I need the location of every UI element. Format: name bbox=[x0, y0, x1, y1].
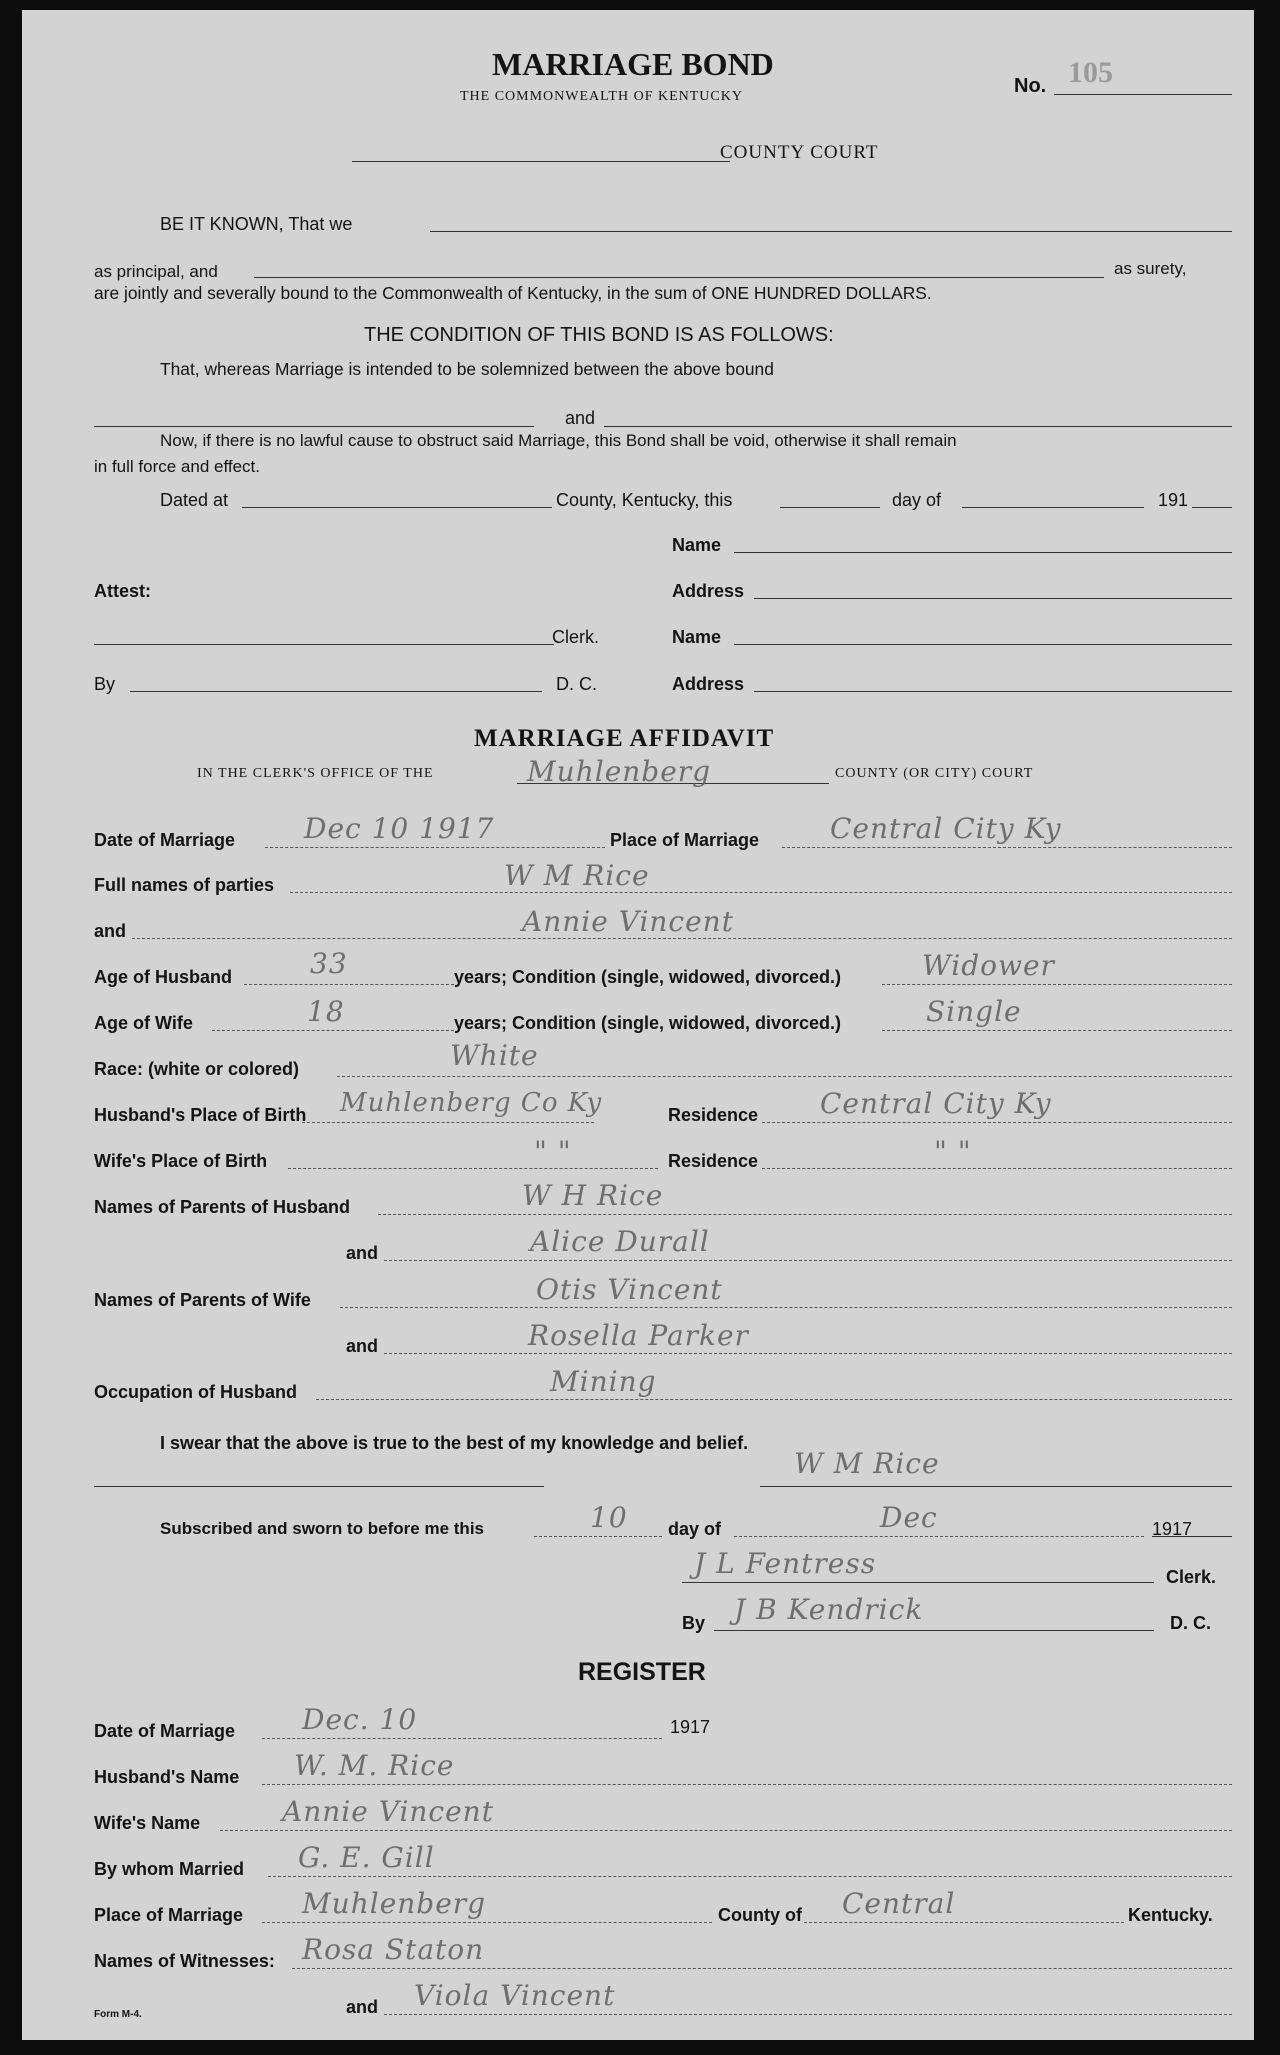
by-line bbox=[130, 691, 542, 692]
cond-husband-value: Widower bbox=[922, 949, 1055, 982]
address-line-1 bbox=[754, 598, 1232, 599]
bond-number-line bbox=[1054, 94, 1232, 95]
reg-place-label: Place of Marriage bbox=[94, 1905, 244, 1925]
month-line bbox=[962, 507, 1144, 508]
swear-text: I swear that the above is true to the best of my knowledge and belief. bbox=[160, 1433, 749, 1453]
affidavit-year-line bbox=[1152, 1536, 1232, 1537]
husband-signature: W M Rice bbox=[794, 1447, 940, 1480]
husband-birth-label: Husband's Place of Birth bbox=[94, 1105, 307, 1125]
now-if-text-2: in full force and effect. bbox=[94, 457, 261, 476]
reg-date-value: Dec. 10 bbox=[302, 1703, 418, 1736]
date-of-marriage-value: Dec 10 1917 bbox=[304, 812, 495, 845]
place-of-marriage-label: Place of Marriage bbox=[610, 830, 760, 850]
bond-dc-label: D. C. bbox=[556, 674, 598, 694]
day-line bbox=[780, 507, 880, 508]
bond-subtitle: THE COMMONWEALTH OF KENTUCKY bbox=[460, 89, 743, 104]
reg-year: 1917 bbox=[670, 1717, 711, 1737]
party2-line bbox=[132, 938, 1232, 939]
county-ky-this-text: County, Kentucky, this bbox=[556, 490, 733, 510]
parent-w2-line bbox=[384, 1353, 1232, 1354]
place-of-marriage-line bbox=[782, 847, 1232, 848]
county-court-line bbox=[352, 161, 730, 162]
reg-county-line bbox=[804, 1922, 1124, 1923]
reg-wife-value: Annie Vincent bbox=[282, 1795, 494, 1828]
occupation-line bbox=[316, 1399, 1232, 1400]
clerk-signature: J L Fentress bbox=[694, 1547, 877, 1580]
and-label-parties: and bbox=[94, 921, 127, 941]
parent-h1-line bbox=[378, 1214, 1232, 1215]
parent-h1-value: W H Rice bbox=[522, 1179, 664, 1212]
county-or-city-court: COUNTY (OR CITY) COURT bbox=[835, 766, 1034, 781]
and-label-husband-parents: and bbox=[346, 1243, 379, 1263]
reg-wife-label: Wife's Name bbox=[94, 1813, 201, 1833]
name-line-2 bbox=[734, 644, 1232, 645]
bond-and-text: and bbox=[565, 408, 596, 428]
affidavit-title: MARRIAGE AFFIDAVIT bbox=[474, 725, 775, 752]
name-label-2: Name bbox=[672, 627, 722, 647]
race-label: Race: (white or colored) bbox=[94, 1059, 300, 1079]
affidavit-by-label: By bbox=[682, 1613, 706, 1633]
wife-birth-value: " " bbox=[534, 1135, 572, 1168]
subscribed-text: Subscribed and sworn to before me this bbox=[160, 1519, 484, 1538]
parents-wife-label: Names of Parents of Wife bbox=[94, 1290, 311, 1310]
age-husband-line bbox=[244, 984, 454, 985]
bond-year-line bbox=[1192, 507, 1232, 508]
husband-birth-value: Muhlenberg Co Ky bbox=[340, 1088, 603, 1118]
clerks-office-text: IN THE CLERK'S OFFICE OF THE bbox=[197, 766, 434, 781]
affidavit-dc-label: D. C. bbox=[1170, 1613, 1212, 1633]
reg-witnesses-label: Names of Witnesses: bbox=[94, 1951, 275, 1971]
whereas-text: That, whereas Marriage is intended to be solemnized between the above bound bbox=[160, 359, 774, 379]
wife-birth-label: Wife's Place of Birth bbox=[94, 1151, 268, 1171]
affidavit-year: 1917 bbox=[1152, 1519, 1193, 1539]
reg-county-of-label: County of bbox=[718, 1905, 802, 1925]
dc-signature-line bbox=[714, 1630, 1154, 1631]
occupation-label: Occupation of Husband bbox=[94, 1382, 298, 1402]
bond-title: MARRIAGE BOND bbox=[492, 46, 774, 82]
bond-county-court: COUNTY COURT bbox=[720, 142, 879, 163]
affidavit-clerk-label: Clerk. bbox=[1166, 1567, 1217, 1587]
principal-line bbox=[430, 231, 1232, 232]
date-of-marriage-line bbox=[265, 847, 605, 848]
address-line-2 bbox=[754, 691, 1232, 692]
day-of-text: day of bbox=[892, 490, 942, 510]
parents-husband-label: Names of Parents of Husband bbox=[94, 1197, 351, 1217]
and-label-wife-parents: and bbox=[346, 1336, 379, 1356]
reg-witness2-line bbox=[384, 2014, 1232, 2015]
reg-place-line bbox=[262, 1922, 712, 1923]
reg-date-line bbox=[262, 1738, 662, 1739]
now-if-text: Now, if there is no lawful cause to obstruct said Marriage, this Bond shall be void, otherwise it shall remain bbox=[160, 431, 957, 450]
cond-husband-line bbox=[882, 984, 1232, 985]
full-names-line bbox=[290, 892, 1232, 893]
sub-day-value: 10 bbox=[590, 1501, 628, 1534]
reg-county-value: Central bbox=[842, 1887, 956, 1920]
condition-heading: THE CONDITION OF THIS BOND IS AS FOLLOWS: bbox=[364, 324, 834, 346]
bound-party2-line bbox=[604, 426, 1232, 427]
reg-place-value: Muhlenberg bbox=[302, 1887, 487, 1920]
sub-day-line bbox=[534, 1536, 662, 1537]
years-condition-label-1: years; Condition (single, widowed, divorced.) bbox=[454, 967, 842, 987]
residence-label-2: Residence bbox=[668, 1151, 759, 1171]
cond-wife-line bbox=[882, 1030, 1232, 1031]
party2-value: Annie Vincent bbox=[522, 905, 734, 938]
wife-birth-line bbox=[288, 1168, 658, 1169]
as-principal-text: as principal, and bbox=[94, 262, 218, 281]
dated-at-line bbox=[242, 507, 552, 508]
by-label: By bbox=[94, 674, 116, 694]
age-wife-line bbox=[212, 1030, 454, 1031]
race-line bbox=[337, 1076, 1232, 1077]
race-value: White bbox=[450, 1039, 539, 1072]
sub-month-value: Dec bbox=[880, 1501, 938, 1534]
years-condition-label-2: years; Condition (single, widowed, divorced.) bbox=[454, 1013, 842, 1033]
name-line-1 bbox=[734, 552, 1232, 553]
wife-residence-value: " " bbox=[934, 1135, 972, 1168]
parent-w2-value: Rosella Parker bbox=[528, 1319, 749, 1352]
address-label-1: Address bbox=[672, 581, 745, 601]
age-wife-label: Age of Wife bbox=[94, 1013, 193, 1033]
reg-married-by-line bbox=[268, 1876, 1232, 1877]
parent-h2-value: Alice Durall bbox=[530, 1225, 710, 1258]
husband-residence-value: Central City Ky bbox=[820, 1087, 1052, 1120]
dated-at-text: Dated at bbox=[160, 490, 229, 510]
witness-signature-line bbox=[94, 1486, 544, 1487]
bond-number: 105 bbox=[1068, 56, 1113, 89]
form-number: Form M-4. bbox=[94, 2009, 142, 2020]
register-title: REGISTER bbox=[578, 1658, 706, 1686]
name-label-1: Name bbox=[672, 535, 722, 555]
bond-clerk-label: Clerk. bbox=[552, 627, 600, 647]
reg-witness2-value: Viola Vincent bbox=[414, 1979, 616, 2012]
bond-year-prefix: 191 bbox=[1158, 490, 1189, 510]
bond-no-label: No. bbox=[1014, 75, 1047, 97]
husband-residence-line bbox=[762, 1122, 1232, 1123]
be-it-known-text: BE IT KNOWN, That we bbox=[160, 214, 353, 234]
reg-witness1-line bbox=[292, 1968, 1232, 1969]
reg-husband-value: W. M. Rice bbox=[294, 1749, 455, 1782]
clerk-signature-line bbox=[682, 1582, 1154, 1583]
surety-line bbox=[254, 277, 1104, 278]
husband-birth-line bbox=[302, 1122, 594, 1123]
occupation-value: Mining bbox=[550, 1365, 657, 1398]
husband-signature-line bbox=[760, 1486, 1232, 1487]
residence-label-1: Residence bbox=[668, 1105, 759, 1125]
reg-date-label: Date of Marriage bbox=[94, 1721, 236, 1741]
sub-day-of-label: day of bbox=[668, 1519, 722, 1539]
bound-party1-line bbox=[94, 426, 534, 427]
as-surety-text: as surety, bbox=[1114, 259, 1187, 278]
age-husband-label: Age of Husband bbox=[94, 967, 232, 987]
reg-witness1-value: Rosa Staton bbox=[302, 1933, 485, 1966]
cond-wife-value: Single bbox=[926, 995, 1022, 1028]
reg-wife-line bbox=[220, 1830, 1232, 1831]
dc-signature: J B Kendrick bbox=[734, 1593, 924, 1626]
reg-husband-line bbox=[262, 1784, 1232, 1785]
reg-kentucky-label: Kentucky. bbox=[1128, 1905, 1213, 1925]
parent-w1-value: Otis Vincent bbox=[536, 1273, 723, 1306]
parent-h2-line bbox=[384, 1260, 1232, 1261]
affidavit-county-value: Muhlenberg bbox=[527, 755, 712, 788]
wife-residence-line bbox=[762, 1168, 1232, 1169]
sub-month-line bbox=[734, 1536, 1144, 1537]
attest-label: Attest: bbox=[94, 581, 151, 601]
full-names-label: Full names of parties bbox=[94, 875, 275, 895]
attest-line bbox=[94, 644, 554, 645]
reg-married-by-value: G. E. Gill bbox=[298, 1841, 435, 1874]
date-of-marriage-label: Date of Marriage bbox=[94, 830, 236, 850]
reg-and-label: and bbox=[346, 1997, 379, 2017]
age-wife-value: 18 bbox=[307, 995, 345, 1028]
marriage-bond-document bbox=[22, 10, 1254, 2040]
parent-w1-line bbox=[340, 1307, 1232, 1308]
place-of-marriage-value: Central City Ky bbox=[830, 812, 1062, 845]
address-label-2: Address bbox=[672, 674, 745, 694]
reg-husband-label: Husband's Name bbox=[94, 1767, 240, 1787]
bound-text: are jointly and severally bound to the Commonwealth of Kentucky, in the sum of ONE HUNDRED DOLLARS. bbox=[94, 283, 932, 303]
reg-married-by-label: By whom Married bbox=[94, 1859, 245, 1879]
age-husband-value: 33 bbox=[310, 947, 348, 980]
party1-value: W M Rice bbox=[504, 859, 650, 892]
